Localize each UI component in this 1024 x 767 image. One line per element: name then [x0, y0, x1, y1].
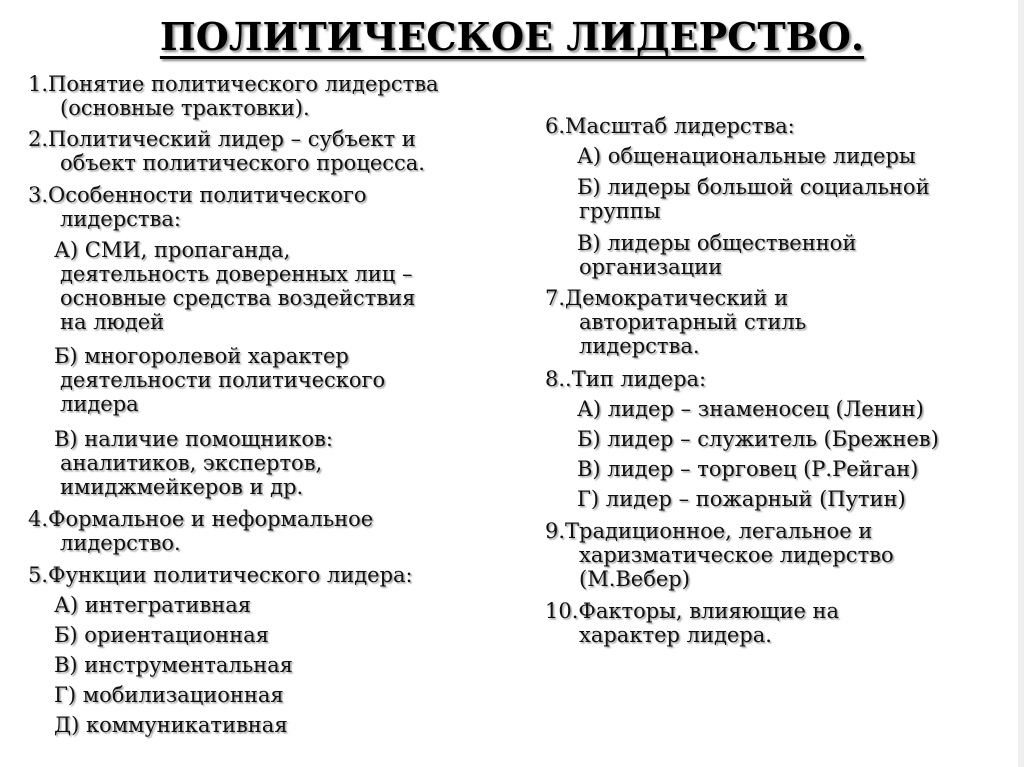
outline-line: имиджмейкеров и др. — [60, 475, 304, 499]
outline-line: лидерство. — [60, 531, 181, 555]
outline-line: Б) лидер – служитель (Брежнев) — [577, 427, 939, 451]
outline-line: на людей — [60, 310, 165, 334]
outline-line: Б) ориентационная — [54, 623, 269, 647]
outline-line: Г) мобилизационная — [54, 683, 284, 707]
outline-line: 9.Традиционное, легальное и — [545, 519, 873, 543]
outline-line: (М.Вебер) — [579, 567, 690, 591]
outline-line: лидера — [60, 392, 139, 416]
outline-line: 4.Формальное и неформальное — [28, 507, 374, 531]
outline-line: А) СМИ, пропаганда, — [54, 238, 291, 262]
outline-line: (основные трактовки). — [60, 96, 310, 120]
outline-line: В) лидер – торговец (Р.Рейган) — [577, 457, 919, 481]
outline-line: основные средства воздействия — [60, 286, 416, 310]
outline-line: 2.Политический лидер – субъект и — [28, 127, 416, 151]
outline-line: харизматическое лидерство — [579, 543, 894, 567]
outline-line: А) интегративная — [54, 593, 251, 617]
outline-line: характер лидера. — [579, 623, 772, 647]
outline-line: лидерства: — [60, 207, 181, 231]
outline-line: В) инструментальная — [54, 653, 293, 677]
outline-line: В) лидеры общественной — [577, 231, 857, 255]
outline-line: деятельность доверенных лиц – — [60, 262, 413, 286]
outline-line: лидерства. — [579, 334, 700, 358]
outline-line: 3.Особенности политического — [28, 183, 367, 207]
outline-line: Д) коммуникативная — [54, 713, 288, 737]
slide-edge — [1018, 0, 1024, 767]
outline-line: 1.Понятие политического лидерства — [28, 72, 439, 96]
outline-line: деятельности политического — [60, 368, 386, 392]
outline-line: объект политического процесса. — [60, 151, 425, 175]
outline-line: А) лидер – знаменосец (Ленин) — [577, 397, 924, 421]
outline-line: А) общенациональные лидеры — [577, 144, 916, 168]
outline-line: аналитиков, экспертов, — [60, 451, 323, 475]
outline-line: 10.Факторы, влияющие на — [545, 599, 840, 623]
outline-line: В) наличие помощников: — [54, 427, 333, 451]
outline-line: 6.Масштаб лидерства: — [545, 114, 795, 138]
slide-title: ПОЛИТИЧЕСКОЕ ЛИДЕРСТВО. — [159, 14, 865, 59]
outline-line: Г) лидер – пожарный (Путин) — [577, 487, 906, 511]
outline-line: Б) лидеры большой социальной — [577, 175, 930, 199]
outline-line: авторитарный стиль — [579, 310, 807, 334]
outline-line: организации — [579, 255, 723, 279]
outline-line: 8..Тип лидера: — [545, 367, 707, 391]
outline-line: 5.Функции политического лидера: — [28, 563, 413, 587]
outline-line: Б) многоролевой характер — [54, 344, 349, 368]
outline-line: группы — [579, 199, 661, 223]
outline-line: 7.Демократический и — [545, 286, 789, 310]
